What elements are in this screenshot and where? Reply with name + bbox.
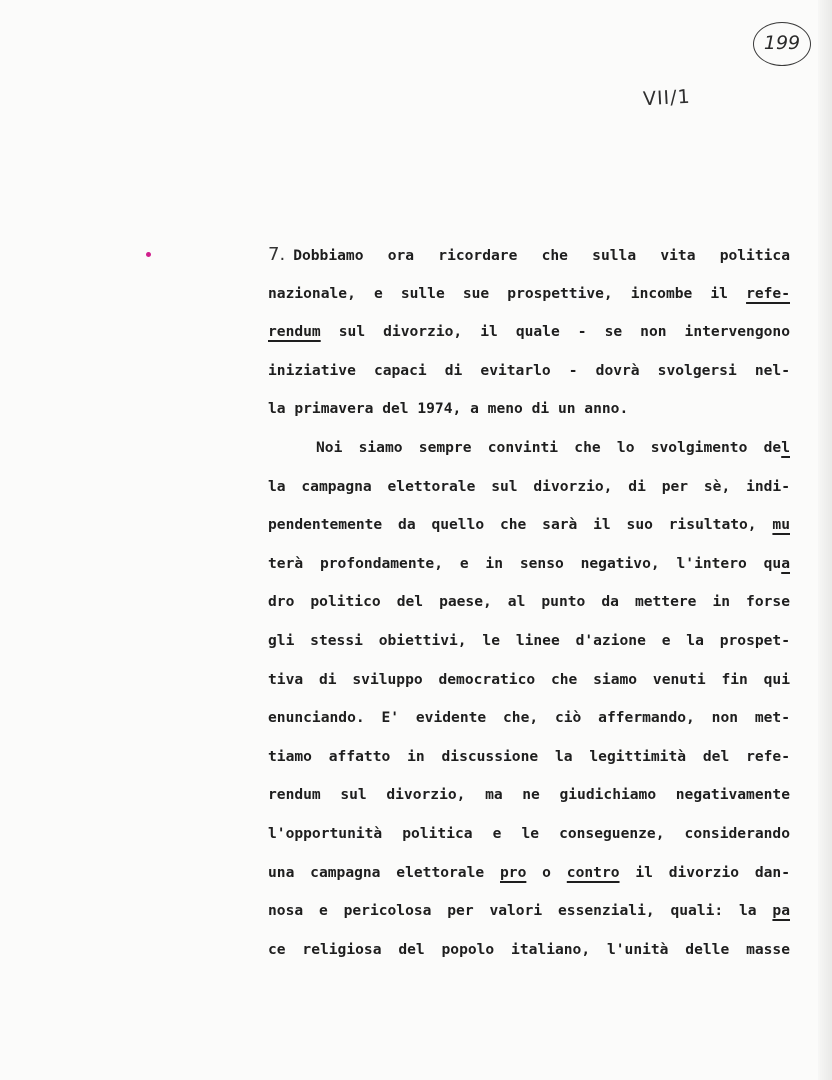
paragraph-number: 7. <box>268 244 286 265</box>
text-line: iniziative capaci di evitarlo - dovrà svolgersi nel- <box>268 361 790 379</box>
text-line: nosa e pericolosa per valori essenziali, quali: la pa <box>268 902 790 920</box>
text-line: terà profondamente, e in senso negativo, l'intero qua <box>268 554 790 572</box>
text-line: Noi siamo sempre convinti che lo svolgimento del <box>316 438 790 456</box>
margin-mark-icon <box>146 252 151 257</box>
text-line: una campagna elettorale pro o contro il divorzio dan- <box>268 863 790 881</box>
text-line: tiamo affatto in discussione la legittimità del refe- <box>268 747 790 765</box>
page-number-stamp: 199 <box>753 22 811 66</box>
text-line: dro politico del paese, al punto da mettere in forse <box>268 593 790 611</box>
section-reference: VII/1 <box>642 85 692 111</box>
page-edge-shadow <box>818 0 832 1080</box>
text-line: l'opportunità politica e le conseguenze, considerando <box>268 824 790 842</box>
text-line: ce religiosa del popolo italiano, l'unità delle masse <box>268 940 790 958</box>
text-line: la campagna elettorale sul divorzio, di per sè, indi- <box>268 477 790 495</box>
text-line: rendum sul divorzio, il quale - se non intervengono <box>268 323 790 341</box>
text-line: 7. Dobbiamo ora ricordare che sulla vita politica <box>268 244 790 265</box>
text-line: nazionale, e sulle sue prospettive, incombe il refe- <box>268 284 790 302</box>
text-line: pendentemente da quello che sarà il suo risultato, mu <box>268 516 790 534</box>
text-line: tiva di sviluppo democratico che siamo venuti fin qui <box>268 670 790 688</box>
text-line: gli stessi obiettivi, le linee d'azione e la prospet- <box>268 631 790 649</box>
body-text <box>268 236 790 969</box>
text-line: rendum sul divorzio, ma ne giudichiamo negativamente <box>268 786 790 804</box>
text-line: enunciando. E' evidente che, ciò affermando, non met- <box>268 709 790 727</box>
text-line: la primavera del 1974, a meno di un anno. <box>268 400 629 418</box>
